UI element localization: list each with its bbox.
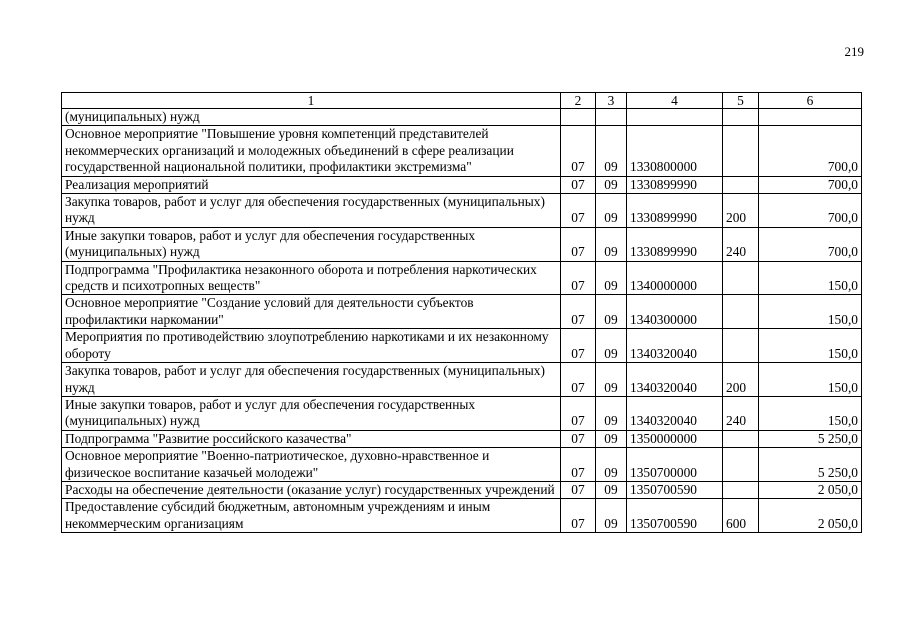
section-code: 07 <box>561 261 596 295</box>
item-name: Иные закупки товаров, работ и услуг для обеспечения государственных (муниципальных) нужд <box>62 227 561 261</box>
target-article-code <box>627 109 723 126</box>
page-number: 219 <box>844 44 864 59</box>
expense-type-code <box>723 295 759 329</box>
amount: 5 250,0 <box>759 448 862 482</box>
expense-type-code <box>723 448 759 482</box>
amount: 2 050,0 <box>759 481 862 498</box>
amount: 150,0 <box>759 295 862 329</box>
item-name: Основное мероприятие "Военно-патриотическое, духовно-нравственное и физическое воспитание казачьей молодежи" <box>62 448 561 482</box>
subsection-code: 09 <box>596 227 627 261</box>
item-name: Реализация мероприятий <box>62 176 561 193</box>
section-code <box>561 109 596 126</box>
section-code: 07 <box>561 430 596 447</box>
table-row <box>62 363 862 397</box>
target-article-code: 1330899990 <box>627 227 723 261</box>
table-row <box>62 194 862 228</box>
section-code: 07 <box>561 481 596 498</box>
table-row <box>62 261 862 295</box>
amount: 150,0 <box>759 363 862 397</box>
section-code: 07 <box>561 295 596 329</box>
section-code: 07 <box>561 126 596 176</box>
table-row <box>62 176 862 193</box>
target-article-code: 1330899990 <box>627 176 723 193</box>
subsection-code: 09 <box>596 430 627 447</box>
table-row <box>62 126 862 176</box>
item-name: Иные закупки товаров, работ и услуг для обеспечения государственных (муниципальных) нужд <box>62 396 561 430</box>
subsection-code <box>596 109 627 126</box>
amount: 700,0 <box>759 227 862 261</box>
expense-type-code <box>723 329 759 363</box>
section-code: 07 <box>561 396 596 430</box>
amount: 700,0 <box>759 126 862 176</box>
expense-type-code: 600 <box>723 499 759 533</box>
item-name: Основное мероприятие "Создание условий для деятельности субъектов профилактики наркомании" <box>62 295 561 329</box>
target-article-code: 1340320040 <box>627 363 723 397</box>
target-article-code: 1340320040 <box>627 329 723 363</box>
target-article-code: 1350000000 <box>627 430 723 447</box>
section-code: 07 <box>561 363 596 397</box>
amount: 700,0 <box>759 194 862 228</box>
item-name: Предоставление субсидий бюджетным, автономным учреждениям и иным некоммерческим организациям <box>62 499 561 533</box>
amount: 5 250,0 <box>759 430 862 447</box>
column-number-2: 2 <box>561 93 596 109</box>
expense-type-code: 240 <box>723 396 759 430</box>
expense-type-code: 240 <box>723 227 759 261</box>
target-article-code: 1350700590 <box>627 499 723 533</box>
table-row <box>62 329 862 363</box>
subsection-code: 09 <box>596 329 627 363</box>
section-code: 07 <box>561 448 596 482</box>
target-article-code: 1350700000 <box>627 448 723 482</box>
amount: 150,0 <box>759 329 862 363</box>
column-number-3: 3 <box>596 93 627 109</box>
subsection-code: 09 <box>596 126 627 176</box>
subsection-code: 09 <box>596 448 627 482</box>
section-code: 07 <box>561 329 596 363</box>
expense-type-code <box>723 430 759 447</box>
table-row <box>62 227 862 261</box>
subsection-code: 09 <box>596 176 627 193</box>
section-code: 07 <box>561 499 596 533</box>
expense-type-code: 200 <box>723 363 759 397</box>
item-name: Закупка товаров, работ и услуг для обеспечения государственных (муниципальных) нужд <box>62 194 561 228</box>
item-name: Основное мероприятие "Повышение уровня компетенций представителей некоммерческих организаций и молодежных объединений в сфере реализации государственной национальной политики, профилактики экстремизма" <box>62 126 561 176</box>
target-article-code: 1340000000 <box>627 261 723 295</box>
amount: 150,0 <box>759 261 862 295</box>
subsection-code: 09 <box>596 194 627 228</box>
target-article-code: 1340300000 <box>627 295 723 329</box>
target-article-code: 1330800000 <box>627 126 723 176</box>
table-row <box>62 448 862 482</box>
item-name: Мероприятия по противодействию злоупотреблению наркотиками и их незаконному обороту <box>62 329 561 363</box>
amount: 700,0 <box>759 176 862 193</box>
item-name: Закупка товаров, работ и услуг для обеспечения государственных (муниципальных) нужд <box>62 363 561 397</box>
target-article-code: 1350700590 <box>627 481 723 498</box>
table-row <box>62 430 862 447</box>
amount <box>759 109 862 126</box>
subsection-code: 09 <box>596 396 627 430</box>
column-number-5: 5 <box>723 93 759 109</box>
expense-type-code: 200 <box>723 194 759 228</box>
subsection-code: 09 <box>596 499 627 533</box>
table-row <box>62 109 862 126</box>
amount: 150,0 <box>759 396 862 430</box>
budget-table <box>61 92 862 533</box>
section-code: 07 <box>561 227 596 261</box>
expense-type-code <box>723 481 759 498</box>
item-name: Подпрограмма "Развитие российского казачества" <box>62 430 561 447</box>
subsection-code: 09 <box>596 481 627 498</box>
expense-type-code <box>723 261 759 295</box>
item-name: (муниципальных) нужд <box>62 109 561 126</box>
target-article-code: 1330899990 <box>627 194 723 228</box>
subsection-code: 09 <box>596 363 627 397</box>
amount: 2 050,0 <box>759 499 862 533</box>
column-number-6: 6 <box>759 93 862 109</box>
table-row <box>62 295 862 329</box>
expense-type-code <box>723 126 759 176</box>
expense-type-code <box>723 109 759 126</box>
item-name: Подпрограмма "Профилактика незаконного оборота и потребления наркотических средств и психотропных веществ" <box>62 261 561 295</box>
expense-type-code <box>723 176 759 193</box>
column-number-4: 4 <box>627 93 723 109</box>
table-row <box>62 481 862 498</box>
subsection-code: 09 <box>596 295 627 329</box>
target-article-code: 1340320040 <box>627 396 723 430</box>
column-number-1: 1 <box>62 93 561 109</box>
subsection-code: 09 <box>596 261 627 295</box>
item-name: Расходы на обеспечение деятельности (оказание услуг) государственных учреждений <box>62 481 561 498</box>
section-code: 07 <box>561 176 596 193</box>
column-number-row <box>62 93 862 109</box>
table-row <box>62 396 862 430</box>
table-row <box>62 499 862 533</box>
table-body <box>62 93 862 533</box>
section-code: 07 <box>561 194 596 228</box>
